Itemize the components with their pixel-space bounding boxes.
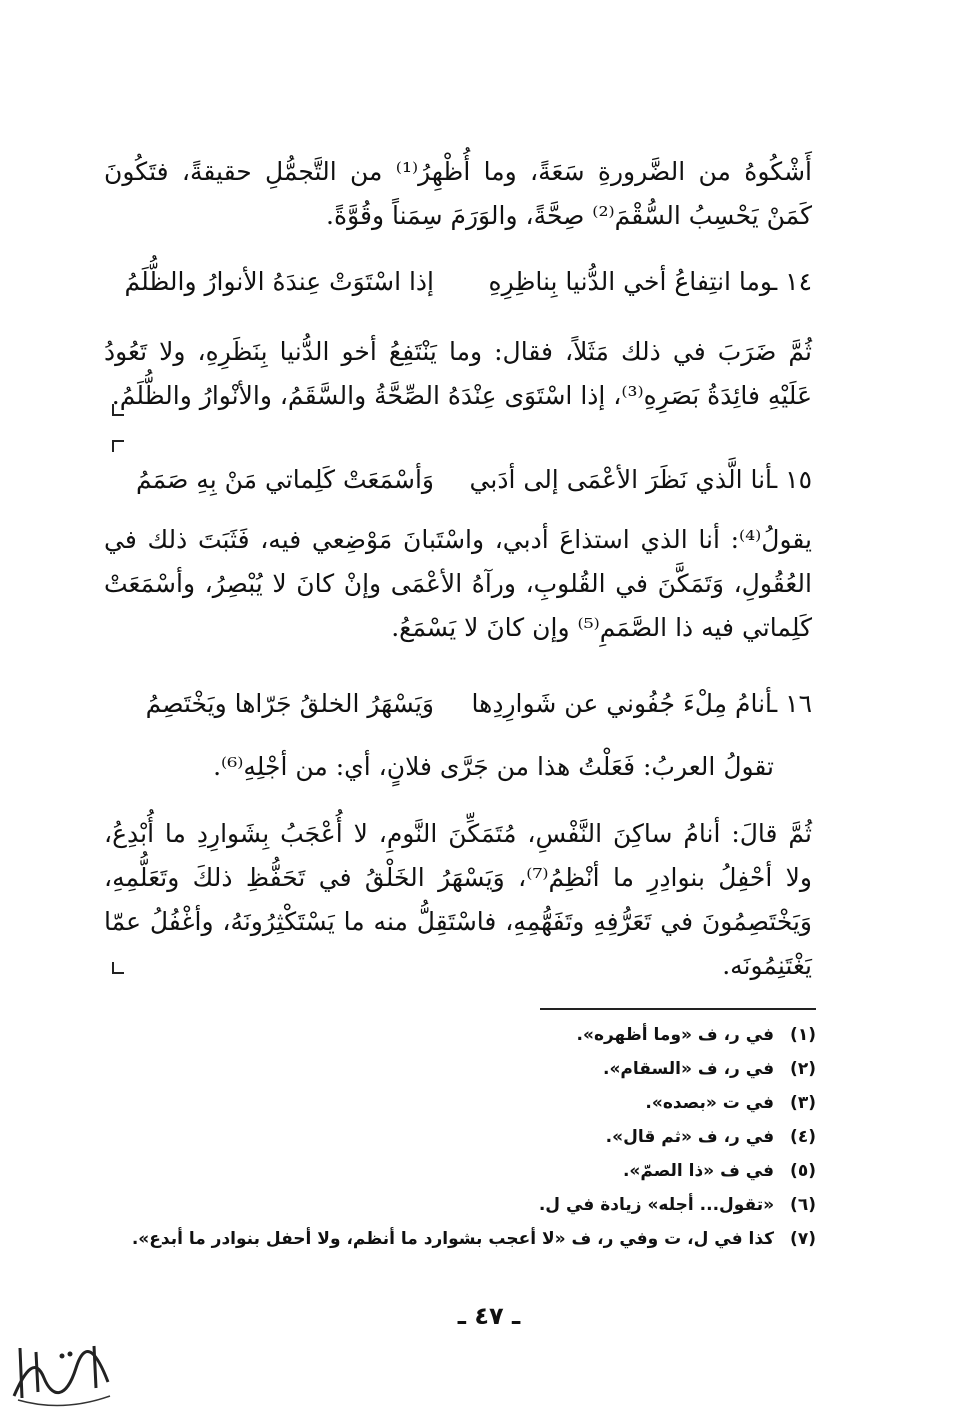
- section-end-mark: [112, 962, 124, 974]
- verse-second-hemistich: وَأسْمَعَتْ كَلِماتي مَنْ بِهِ صَمَمُ: [136, 465, 434, 494]
- footnote-text: في ر، ف «ثم قال».: [605, 1127, 775, 1147]
- footnote-text: «تقول... أجله» زيادة في ل.: [538, 1195, 775, 1215]
- footnote-number: (٢): [790, 1059, 816, 1079]
- paragraph-5: ثُمَّ قالَ: أنامُ ساكِنَ النَّفْسِ، مُتَمَكِّنَ النَّومِ، لا أُعْجَبُ بِشَوارِدِ ما أُبْدِعُ، ولا أحْفِلُ بنوادِرِ ما أنْظِمُ⁽⁷⁾، وَيَسْهَرُ الخَلْقُ في تَحَفُّظِ ذلكَ وتَعَلُّمِهِ، وَيَخْتَصِمُونَ في تَعَرُّفِهِ وتَفَهُّمِهِ، فاسْتَقِلُّ منه ما يَسْتَكْثِرُونَهُ، وأغْفُلُ عمّا يَغْتَنِمُونَه.: [104, 819, 812, 980]
- verse-number: ١٦ ـ: [769, 689, 812, 718]
- page-number: ـ ٤٧ ـ: [457, 1302, 521, 1330]
- footnote-text: في ت «بصده».: [645, 1093, 775, 1113]
- section-start-mark: [112, 440, 124, 452]
- verse-number: ١٤ ـ: [769, 267, 812, 296]
- footnote: [104, 1154, 816, 1188]
- paragraph-1: أَشْكُوهُ من الضَّرورةِ سَعَةً، وما أُظْهِرُ⁽¹⁾ من التَّجمُّلِ حقيقةً، فتَكُونَ كَمَنْ يَحْسِبُ السُّقْمَ⁽²⁾ صِحَّةً، والوَرَمَ سِمَناً وقُوَّةً.: [104, 157, 812, 230]
- footnote: [104, 1086, 816, 1120]
- footnotes: [104, 1018, 816, 1256]
- paragraph-2: ثُمَّ ضَرَبَ في ذلك مَثَلاً، فقال: وما يَنْتَفِعُ أخو الدُّنيا بِنَظَرِهِ، ولا تَعُودُ عَلَيْهِ فائِدَةُ بَصَرِهِ⁽³⁾، إذا اسْتَوَى عِنْدَهُ الصِّحَّةُ والسَّقَمُ، والأنْوارُ والظُّلَمُ.: [104, 337, 812, 410]
- section-end-mark: [112, 404, 124, 416]
- footnote-number: (٤): [790, 1127, 816, 1147]
- verse-14: [104, 262, 812, 302]
- verse-16: [104, 684, 812, 724]
- footnote-text: كذا في ل، ت وفي ر، ف «لا أعجب بشوارد ما أنظم، ولا أحفل بنوادر ما أبدع».: [131, 1229, 775, 1249]
- verse-15: [104, 460, 812, 500]
- paragraph-3: يقولُ⁽⁴⁾: أنا الذي استذاعَ أدبي، واسْتَبانَ مَوْضِعي فيه، فَثَبَتَ ذلك في العُقُولِ، وَتَمَكَّنَ في القُلوبِ، ورآهُ الأعْمَى وإنْ كانَ لا يُبْصِرُ، وأسْمَعَتْ كَلِماتي فيه ذا الصَّمَمِ⁽⁵⁾ وإن كانَ لا يَسْمَعُ.: [104, 525, 812, 642]
- footnote-number: (١): [790, 1025, 816, 1045]
- footnote: [104, 1222, 816, 1256]
- footnote: [104, 1188, 816, 1222]
- verse-first-hemistich: أنامُ مِلْءَ جُفُوني عن شَوارِدِها: [471, 689, 772, 718]
- footnote-text: في ر، ف «وما أظهره».: [576, 1025, 775, 1045]
- verse-second-hemistich: إذا اسْتَوَتْ عِندَهُ الأنوارُ والظُّلَمُ: [124, 267, 434, 296]
- verse-first-hemistich: أنا الَّذي نَظَرَ الأعْمَى إلى أدَبي: [469, 465, 772, 494]
- footnote: [104, 1052, 816, 1086]
- footnote-text: في ف «ذا الصمّ».: [622, 1161, 775, 1181]
- footnote: [104, 1120, 816, 1154]
- footnote-text: في ر، ف «السقام».: [602, 1059, 775, 1079]
- footnote-number: (٦): [790, 1195, 816, 1215]
- footnote-separator: [540, 1008, 816, 1010]
- footnote: [104, 1018, 816, 1052]
- footnote-number: (٣): [790, 1093, 816, 1113]
- footnote-number: (٥): [790, 1161, 816, 1181]
- calligraphy-seal-logo: [6, 1338, 116, 1410]
- verse-first-hemistich: وما انتِفاعُ أخي الدُّنيا بِناظِرِهِ: [488, 267, 772, 296]
- footnote-number: (٧): [790, 1229, 816, 1249]
- verse-second-hemistich: وَيَسْهَرُ الخلقُ جَرّاها ويَخْتَصِمُ: [145, 689, 434, 718]
- paragraph-4: تقولُ العربُ: فَعَلْتُ هذا من جَرَّى فلانٍ، أي: من أجْلِهِ⁽⁶⁾.: [213, 752, 774, 781]
- verse-number: ١٥ ـ: [769, 465, 812, 494]
